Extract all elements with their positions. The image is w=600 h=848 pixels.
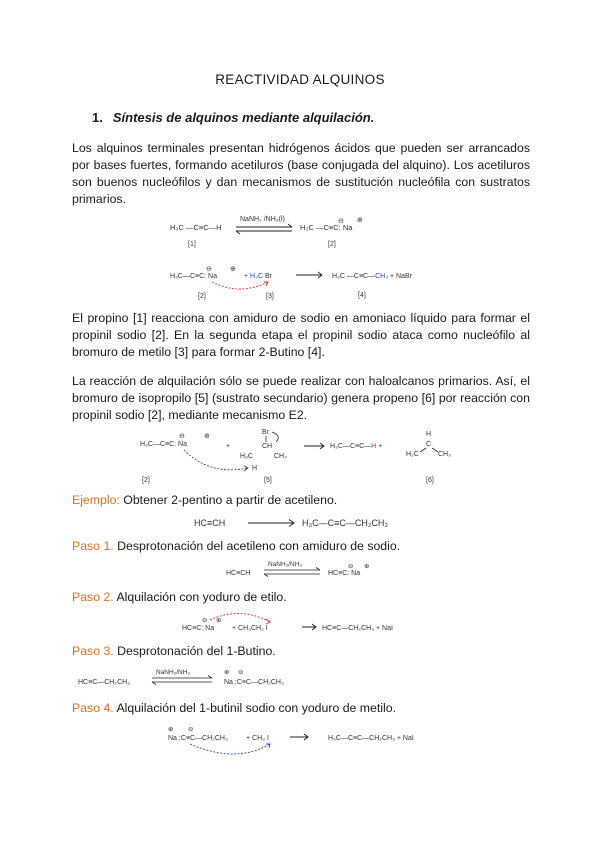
p3-plus-charge: ⊕	[224, 669, 230, 676]
step-3-text: Desprotonación del 1-Butino.	[113, 644, 276, 658]
s2-product-b: CH₃	[375, 273, 389, 280]
s1-reagent: NaNH₂ /NH₃(l)	[240, 216, 285, 223]
p4-minus-charge: ⊖	[188, 726, 194, 733]
p4-blue-arrowhead	[266, 744, 270, 748]
scheme-step-4	[166, 722, 446, 764]
step-3-label: Paso 3.	[72, 644, 114, 658]
step-2-line	[72, 589, 287, 606]
s2-minus-charge: ⊖	[206, 266, 212, 273]
p4-reagent: + CH₃ I	[246, 735, 269, 742]
step-1-text: Desprotonación del acetileno con amiduro de sodio.	[113, 539, 401, 553]
paragraph-intro: Los alquinos terminales presentan hidrógenos ácidos que pueden ser arrancados por bases fuertes, formando acetiluros (base conjugada del alquino). Los acetiluros son buenos nucleófilos y dan mecanismos de sustitución nucleófila con sustratos primarios.	[72, 141, 530, 206]
p2-minus-charge: ⊖	[202, 617, 208, 624]
s3-label-2: [2]	[142, 477, 150, 484]
step-3-line	[72, 643, 276, 660]
p3-reactant: HC≡C—CH₂CH₃	[78, 679, 131, 686]
p2-plus-charge: ⊕	[216, 617, 222, 624]
p2-reactant: HC≡C: Na	[182, 625, 215, 632]
scheme-alkylation-methyl-bromide	[170, 262, 440, 304]
s3-prod-a: H₃C—C≡C—	[330, 443, 372, 450]
paragraph-propyne: El propino [1] reacciona con amiduro de sodio en amoniaco líquido para formar el propinil sodio [2]. En la segunda etapa el propinil sodio ataca como nucleófilo al bromuro de metilo [3] para formar 2-Butino [4].	[72, 311, 530, 359]
s3-ch3: CH₃	[274, 453, 287, 460]
p1-reactant: HC≡CH	[226, 570, 251, 577]
s3-propene-bond-right	[432, 448, 438, 452]
s3-h: H	[252, 465, 258, 472]
s3-minus-charge: ⊖	[179, 433, 185, 440]
s1-reactant: H₃C —C≡C—H	[170, 223, 222, 232]
scheme-step-2	[180, 608, 440, 638]
s2-label-4: [4]	[358, 292, 366, 299]
s3-propene-h: H	[426, 431, 432, 438]
s2-product-a: H₃C —C≡C—	[332, 273, 376, 280]
s3-propene-c: C	[426, 441, 432, 448]
s3-plus: +	[226, 443, 231, 450]
scheme-example-overall	[190, 512, 430, 534]
step-4-label: Paso 4.	[72, 701, 114, 715]
s2-plus-charge: ⊕	[230, 266, 236, 273]
s3-propene-left: H₂C	[406, 451, 419, 458]
s3-prod-b: H	[371, 443, 377, 450]
section-title: Síntesis de alquinos mediante alquilación.	[112, 110, 375, 125]
page-title: REACTIVIDAD ALQUINOS	[215, 72, 385, 87]
p4-plus-charge: ⊕	[168, 726, 174, 733]
s2-bromide: Br	[263, 273, 272, 280]
s2-plus: +	[244, 273, 251, 280]
s2-red-curved-arrow	[212, 282, 268, 289]
step-1-label: Paso 1.	[72, 539, 114, 553]
example-line	[72, 492, 337, 509]
s2-label-2: [2]	[198, 293, 206, 300]
scheme-e2-isopropyl-bromide	[140, 426, 490, 486]
step-2-label: Paso 2.	[72, 590, 114, 604]
s2-methyl-carbon: H₃C	[250, 273, 264, 280]
p4-reactant: Na :C≡C—CH₂CH₃	[168, 735, 228, 742]
section-heading	[92, 110, 374, 125]
s2-reactant: H₃C—C≡C: Na	[170, 273, 217, 280]
s1-minus-charge: ⊖	[338, 218, 344, 225]
s3-label-6: [6]	[426, 477, 434, 484]
p2-red-arrowhead	[266, 619, 270, 624]
ex-product: H₃C—C≡C—CH₂CH₃	[302, 518, 389, 528]
example-label: Ejemplo:	[72, 493, 120, 507]
s2-label-3: [3]	[266, 293, 274, 300]
s2-product	[332, 273, 413, 280]
scheme-step-1	[222, 558, 392, 582]
p2-product: HC≡C—CH₂CH₃ + NaI	[322, 625, 393, 632]
scheme-step-3	[76, 662, 356, 692]
s3-prod-c: +	[376, 443, 383, 450]
s3-br: Br	[262, 429, 269, 436]
s1-product: H₃C —C≡C: Na	[300, 223, 353, 232]
p1-plus-charge: ⊕	[364, 563, 370, 570]
section-number: 1.	[92, 110, 103, 125]
s3-label-5: [5]	[264, 477, 272, 484]
p1-reagent: NaNH₂/NH₃	[268, 561, 303, 568]
p2-reagent: + CH₃CH₂ I	[232, 625, 268, 632]
step-4-line	[72, 700, 396, 717]
s3-h3c: H₃C	[240, 453, 253, 460]
paragraph-primary-haloalkanes: La reacción de alquilación sólo se puede realizar con haloalcanos primarios. Así, el bromuro de isopropilo [5] (sustrato secundario) genera propeno [6] por reacción con propinil sodio [2], mediante mecanismo E2.	[72, 374, 530, 422]
s3-br-arrow	[272, 432, 278, 442]
p4-blue-curved-arrow	[190, 744, 270, 754]
p3-reagent: NaNH₂/NH₃	[156, 669, 191, 676]
s3-ch: CH	[262, 443, 273, 450]
s2-reagent	[244, 273, 273, 280]
example-text: Obtener 2-pentino a partir de acetileno.	[119, 493, 338, 507]
step-1-line	[72, 538, 400, 555]
s3-curved-arrow	[184, 450, 248, 470]
s2-product-c: + NaBr	[388, 273, 413, 280]
s1-plus-charge: ⊕	[357, 217, 363, 224]
s3-product	[330, 443, 382, 450]
s1-label-1: [1]	[188, 241, 196, 248]
ex-reactant: HC≡CH	[194, 518, 226, 528]
step-4-text: Alquilación del 1-butinil sodio con yoduro de metilo.	[113, 701, 397, 715]
s3-reactant: H₃C—C≡C: Na	[140, 441, 187, 448]
p1-minus-charge: ⊖	[348, 563, 354, 570]
scheme-propyne-deprotonation	[150, 210, 390, 252]
s1-label-2: [2]	[328, 241, 336, 248]
p3-product: Na :C≡C—CH₂CH₃	[224, 679, 284, 686]
p3-minus-charge: ⊖	[238, 669, 244, 676]
p1-product: HC≡C: Na	[328, 570, 361, 577]
s3-propene-bond-left	[420, 448, 426, 452]
step-2-text: Alquilación con yoduro de etilo.	[113, 590, 287, 604]
s3-propene-right: CH₃	[438, 451, 451, 458]
p4-product: H₃C—C≡C—CH₂CH₃ + NaI	[328, 735, 414, 742]
s3-plus-charge: ⊕	[204, 433, 210, 440]
